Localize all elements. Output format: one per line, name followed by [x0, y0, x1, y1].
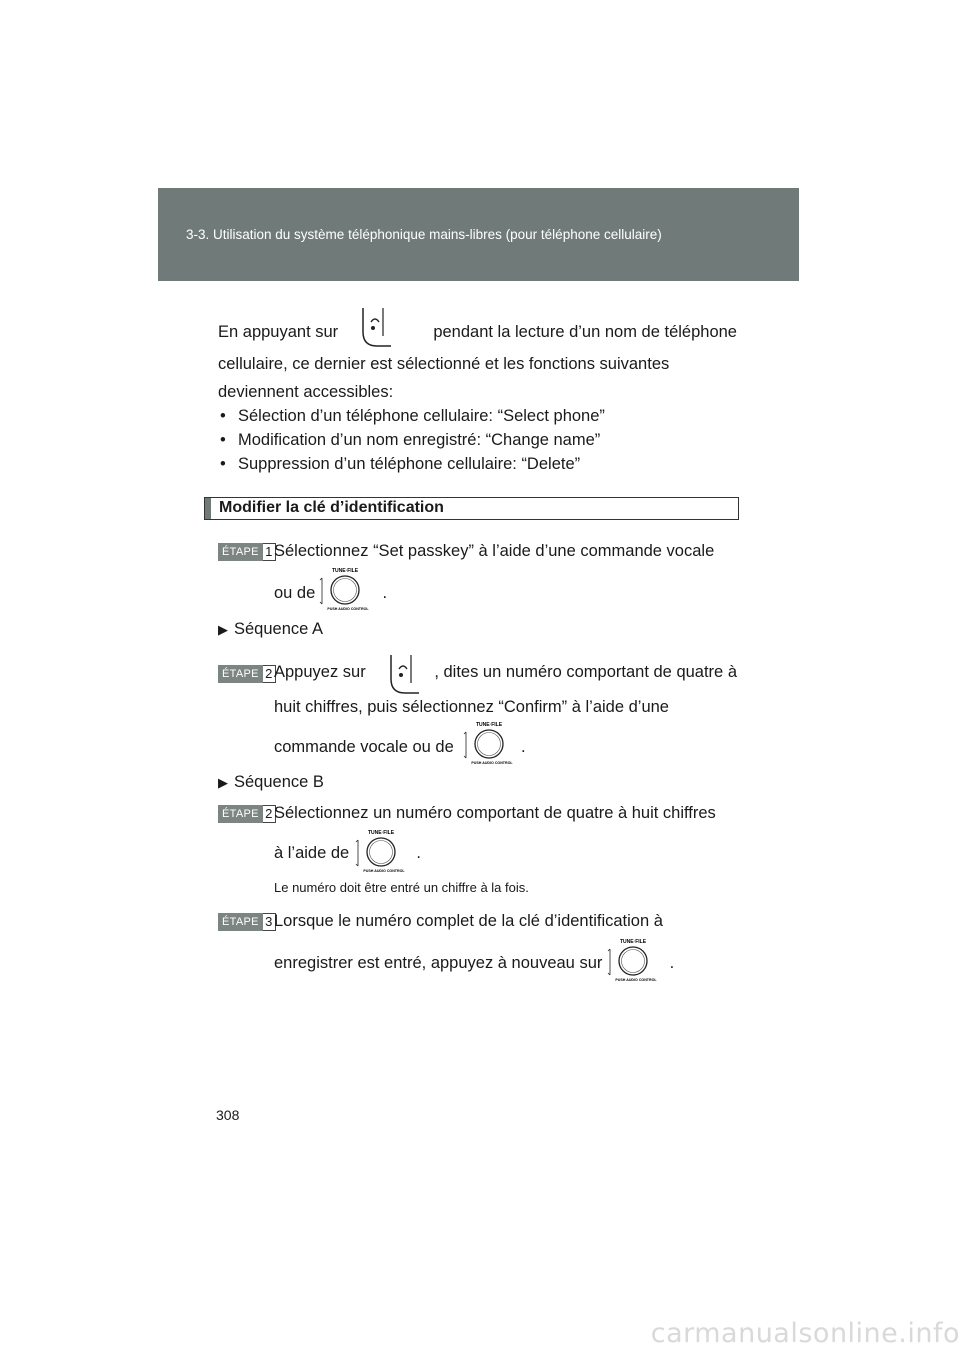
step-text: à l’aide de — [274, 844, 350, 862]
talk-switch-icon — [355, 306, 397, 348]
tune-file-knob-icon — [318, 566, 372, 612]
step-2b-note: Le numéro doit être entré un chiffre à la fois. — [274, 880, 529, 895]
step-text: ou de — [274, 584, 316, 602]
step-number: 2 — [263, 805, 276, 823]
step-2a-line-1 — [274, 662, 737, 682]
step-label: ÉTAPE — [218, 913, 263, 931]
triangle-right-icon: ▶ — [218, 775, 228, 790]
step-text: huit chiffres, puis sélectionnez “Confirm” à l’aide d’une — [274, 698, 669, 716]
chapter-title: 3-3. Utilisation du système téléphonique mains-libres (pour téléphone cellulaire) — [186, 227, 662, 242]
chapter-header — [158, 188, 799, 281]
step-text: enregistrer est entré, appuyez à nouveau sur — [274, 954, 603, 972]
step-number: 2 — [263, 665, 276, 683]
step-2a-line-2 — [274, 697, 737, 717]
step-label: ÉTAPE — [218, 543, 263, 561]
section-heading — [204, 497, 739, 520]
list-item: • Sélection d’un téléphone cellulaire: “Select phone” — [218, 404, 738, 428]
step-number: 1 — [263, 543, 276, 561]
step-text: , dites un numéro comportant de quatre à — [434, 663, 737, 681]
list-item: • Modification d’un nom enregistré: “Change name” — [218, 428, 738, 452]
tune-file-knob-icon — [462, 720, 516, 766]
sequence-label: Séquence A — [234, 620, 323, 638]
intro-text: cellulaire, ce dernier est sélectionné et les fonctions suivantes — [218, 355, 670, 373]
step-label: ÉTAPE — [218, 665, 263, 683]
dial-top-label: TUNE·FILE — [475, 722, 503, 728]
page-number: 308 — [216, 1107, 240, 1123]
watermark: carmanualsonline.info — [650, 1318, 960, 1349]
step-badge-2b — [218, 805, 276, 823]
step-text: . — [520, 738, 526, 756]
list-item: • Suppression d’un téléphone cellulaire: “Delete” — [218, 452, 738, 476]
sequence-b-heading — [218, 773, 324, 792]
step-text: Sélectionnez “Set passkey” à l’aide d’une commande vocale — [274, 542, 715, 560]
step-badge-1 — [218, 543, 276, 561]
step-number: 3 — [263, 913, 276, 931]
dial-bottom-label: PUSH AUDIO CONTROL — [327, 607, 369, 611]
sequence-label: Séquence B — [234, 773, 324, 791]
step-label: ÉTAPE — [218, 805, 263, 823]
tune-file-knob-icon — [606, 937, 660, 983]
sequence-a-heading — [218, 620, 323, 639]
dial-top-label: TUNE·FILE — [331, 568, 359, 574]
dial-top-label: TUNE·FILE — [367, 830, 395, 836]
step-text: . — [669, 954, 675, 972]
step-badge-3 — [218, 913, 276, 931]
section-heading-bar — [205, 498, 211, 519]
step-text: Appuyez sur — [274, 663, 366, 681]
step-text: Sélectionnez un numéro comportant de quatre à huit chiffres — [274, 804, 716, 822]
tune-file-knob-icon — [354, 828, 408, 874]
intro-text: pendant la lecture d’un nom de téléphone — [433, 323, 737, 341]
dial-bottom-label: PUSH AUDIO CONTROL — [471, 761, 513, 765]
dial-top-label: TUNE·FILE — [619, 939, 647, 945]
step-text: . — [416, 844, 422, 862]
step-text: Lorsque le numéro complet de la clé d’identification à — [274, 912, 663, 930]
triangle-right-icon: ▶ — [218, 622, 228, 637]
dial-bottom-label: PUSH AUDIO CONTROL — [615, 978, 657, 982]
intro-text: En appuyant sur — [218, 323, 339, 341]
step-2b-line-1 — [274, 803, 737, 823]
intro-line-1 — [218, 316, 737, 348]
section-title: Modifier la clé d’identification — [219, 499, 444, 516]
step-text: commande vocale ou de — [274, 738, 454, 756]
talk-switch-icon — [383, 653, 425, 695]
dial-bottom-label: PUSH AUDIO CONTROL — [363, 869, 405, 873]
intro-line-3: deviennent accessibles: — [218, 383, 394, 401]
function-list — [218, 404, 738, 476]
step-text: . — [382, 584, 388, 602]
step-3-line-1 — [274, 911, 737, 931]
step-1-line-1 — [274, 541, 737, 561]
step-badge-2a — [218, 665, 276, 683]
